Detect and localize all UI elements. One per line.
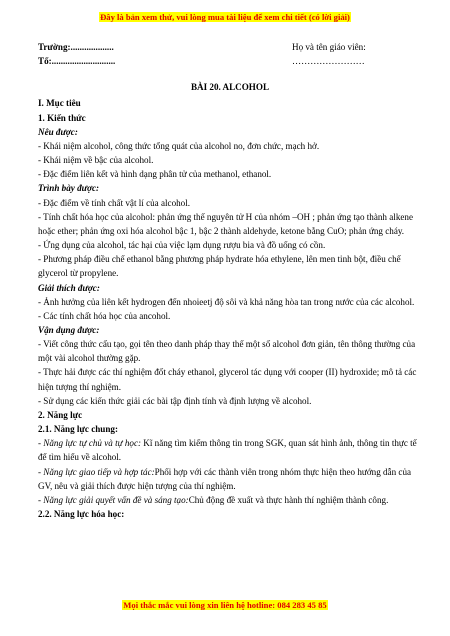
teacher-label: Họ và tên giáo viên: bbox=[292, 42, 366, 52]
competency-label: - Năng lực tự chủ và tự học: bbox=[38, 438, 142, 449]
list-item: - Khái niệm về bậc của alcohol. bbox=[38, 155, 154, 166]
section-competency: 2. Năng lực bbox=[38, 409, 83, 420]
competency-label: - Năng lực giao tiếp và hợp tác: bbox=[38, 466, 155, 477]
list-item: - Viết công thức cấu tạo, gọi tên theo danh pháp thay thế một số alcohol đơn giản, tên thông thường của một vài alcohol thường gặp. bbox=[38, 339, 416, 364]
competency-item bbox=[38, 436, 422, 464]
subheading-neu-duoc: Nêu được: bbox=[38, 126, 78, 137]
header-row-1 bbox=[38, 40, 422, 54]
subheading-trinh-bay: Trình bày được: bbox=[38, 183, 100, 194]
preview-notice-text: Đây là bản xem thử, vui lòng mua tài liệu để xem chi tiết (có lời giải) bbox=[100, 12, 350, 22]
list-item: - Sử dụng các kiến thức giải các bài tập định tính và định lượng về alcohol. bbox=[38, 395, 312, 406]
school-label: Trường:................... bbox=[38, 42, 114, 52]
document-page bbox=[38, 40, 422, 521]
list-item: - Ứng dụng của alcohol, tác hại của việc lạm dụng rượu bia và đồ uống có cồn. bbox=[38, 240, 326, 251]
list-item: - Các tính chất hóa học của ancohol. bbox=[38, 310, 171, 321]
teacher-dots: …………………… bbox=[292, 56, 365, 67]
section-knowledge: 1. Kiến thức bbox=[38, 112, 86, 123]
lesson-title: BÀI 20. ALCOHOL bbox=[190, 82, 270, 93]
list-item: - Tính chất hóa học của alcohol: phản ứng thế nguyên tử H của nhóm –OH ; phản ứng tạo thành alkene hoặc ether; phản ứng oxi hóa alcohol bậc 1, bậc 2 thành aldehyde, ketone bằng CuO; phản ứng cháy. bbox=[38, 211, 413, 236]
hotline-text: Mọi thắc mắc vui lòng xin liên hệ hotline: 084 283 45 85 bbox=[123, 600, 327, 610]
list-item: - Ảnh hưởng của liên kết hydrogen đến nhoieetj độ sôi và khả năng hòa tan trong nước của các alcohol. bbox=[38, 296, 415, 307]
competency-item bbox=[38, 493, 422, 507]
competency-label: - Năng lực giải quyết vấn đề và sáng tạo: bbox=[38, 494, 189, 505]
list-item: - Khái niệm alcohol, công thức tổng quát của alcohol no, đơn chức, mạch hở. bbox=[38, 140, 320, 151]
section-general-competency: 2.1. Năng lực chung: bbox=[38, 424, 118, 435]
list-item: - Thực hải được các thí nghiệm đốt cháy ethanol, glycerol tác dụng với cooper (II) hydroxide; mô tả các hiện tượng thí nghiệm. bbox=[38, 367, 417, 392]
group-label: Tổ:............................ bbox=[38, 56, 116, 67]
subheading-van-dung: Vận dụng được: bbox=[38, 324, 100, 335]
competency-item bbox=[38, 465, 422, 493]
list-item: - Đặc điểm liên kết và hình dạng phân tử của methanol, ethanol. bbox=[38, 169, 272, 180]
section-chemistry-competency: 2.2. Năng lực hóa học: bbox=[38, 509, 125, 519]
preview-notice-banner bbox=[0, 12, 450, 22]
competency-text: Kĩ năng tìm kiếm thông tin trong SGK, quan sát hình ảnh, thông tin thực tế để tìm hiểu về alcohol. bbox=[38, 438, 417, 463]
list-item: - Đặc điểm về tính chất vật lí của alcohol. bbox=[38, 197, 191, 208]
subheading-giai-thich: Giải thích được: bbox=[38, 282, 100, 293]
competency-text: Chủ động đề xuất và thực hành thí nghiệm thành công. bbox=[188, 494, 389, 505]
header-row-2 bbox=[38, 54, 422, 68]
section-objectives: I. Mục tiêu bbox=[38, 98, 81, 109]
competency-text: Phối hợp với các thành viên trong nhóm thực hiện theo hướng dẫn của GV, nêu và giải thích được hiện tượng của thí nghiệm. bbox=[38, 466, 412, 491]
list-item: - Phương pháp điều chế ethanol bằng phương pháp hydrate hóa ethylene, lên men tinh bột, điều chế glycerol từ propylene. bbox=[38, 254, 401, 279]
hotline-banner bbox=[0, 600, 450, 610]
